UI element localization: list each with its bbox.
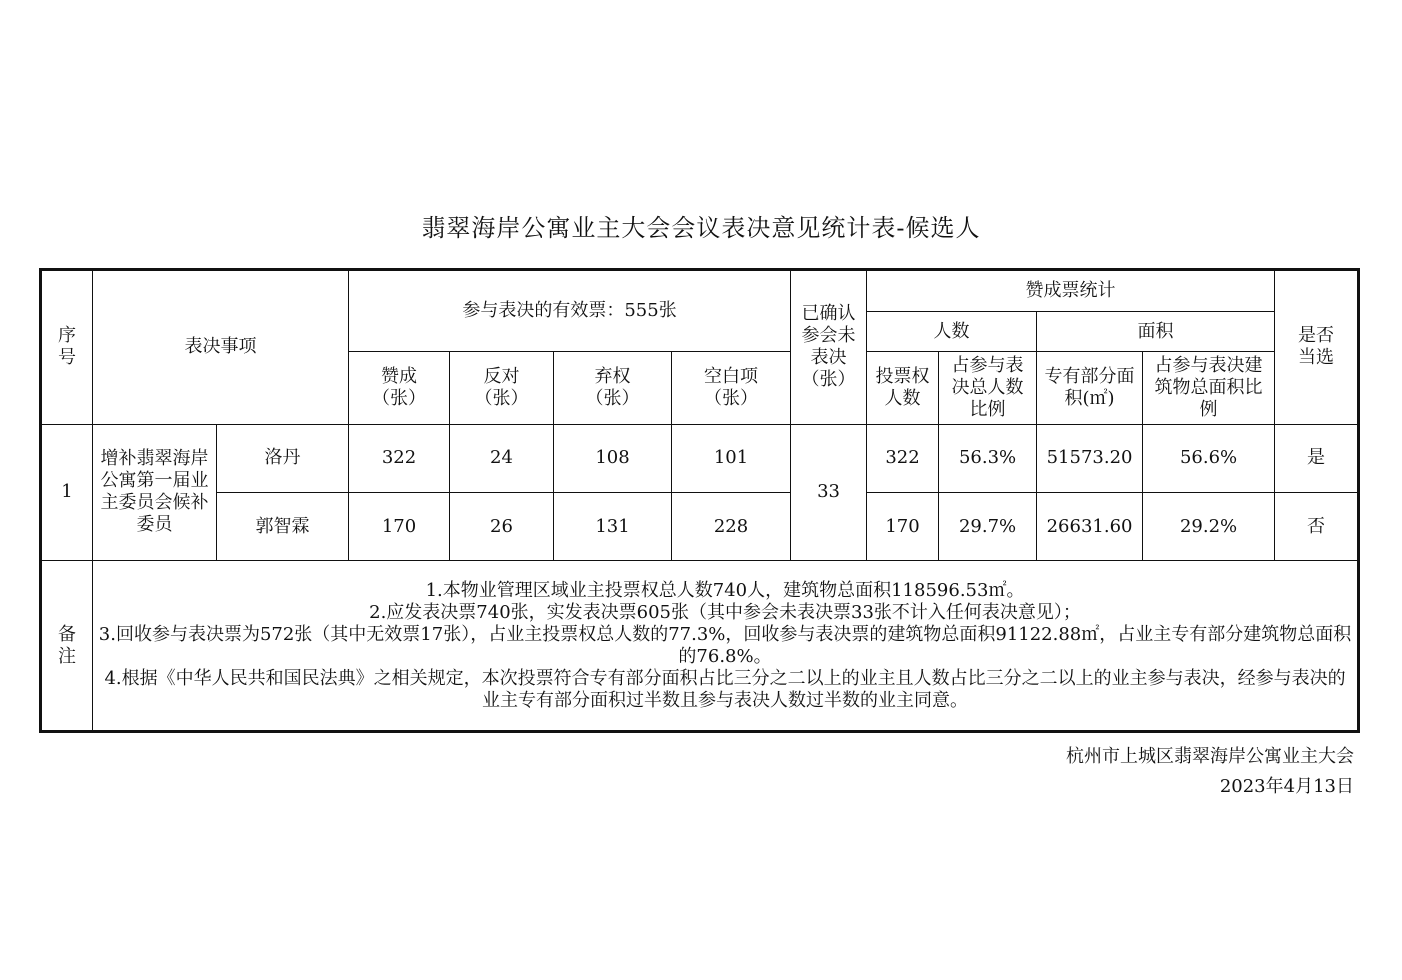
candidate-name: 郭智霖 [217,492,349,560]
blank-count: 228 [672,492,791,560]
footer-organization: 杭州市上城区翡翠海岸公寓业主大会 [1066,746,1354,767]
vote-rights-count: 322 [867,424,939,492]
people-ratio: 56.3% [939,424,1037,492]
table-row [41,492,1359,560]
people-ratio: 29.7% [939,492,1037,560]
note-item: 1.本物业管理区域业主投票权总人数740人，建筑物总面积118596.53㎡。 [425,579,1025,601]
row-seq: 1 [41,424,93,561]
header-vote-rights: 投票权人数 [867,352,939,424]
area-ratio: 29.2% [1143,492,1275,560]
oppose-count: 26 [450,492,554,560]
vote-statistics-table [39,268,1360,733]
page-title: 翡翠海岸公寓业主大会会议表决意见统计表-候选人 [421,214,981,242]
header-area-ratio: 占参与表决建筑物总面积比例 [1143,352,1275,424]
elected-status: 是 [1275,424,1359,492]
abstain-count: 131 [554,492,672,560]
note-item: 3.回收参与表决票为572张（其中无效票17张），占业主投票权总人数的77.3%，回收参与表决票的建筑物总面积91122.88㎡，占业主专有部分建筑物总面积的76.8%。 [98,623,1352,667]
matter-text: 增补翡翠海岸公寓第一届业主委员会候补委员 [93,424,217,561]
header-approve-stats: 赞成票统计 [867,270,1275,312]
area-ratio: 56.6% [1143,424,1275,492]
header-people-ratio: 占参与表决总人数比例 [939,352,1037,424]
header-oppose: 反对（张） [450,352,554,424]
exclusive-area: 26631.60 [1037,492,1143,560]
header-valid-votes: 参与表决的有效票：555张 [349,270,791,352]
exclusive-area: 51573.20 [1037,424,1143,492]
header-seq: 序号 [41,270,93,425]
header-blank: 空白项（张） [672,352,791,424]
confirmed-attend-value: 33 [791,424,867,561]
header-exclusive-area: 专有部分面积(㎡) [1037,352,1143,424]
approve-count: 170 [349,492,450,560]
candidate-name: 洛丹 [217,424,349,492]
footer-date: 2023年4月13日 [1219,776,1354,797]
header-abstain: 弃权（张） [554,352,672,424]
abstain-count: 108 [554,424,672,492]
note-item: 4.根据《中华人民共和国民法典》之相关规定，本次投票符合专有部分面积占比三分之二以上的业主且人数占比三分之二以上的业主参与表决，经参与表决的业主专有部分面积过半数且参与表决人数过半数的业主同意。 [104,667,1346,711]
table-row [41,424,1359,492]
notes-content [93,561,1359,732]
header-area: 面积 [1037,312,1275,352]
header-matter: 表决事项 [93,270,349,425]
header-elected: 是否当选 [1275,270,1359,425]
blank-count: 101 [672,424,791,492]
approve-count: 322 [349,424,450,492]
header-approve: 赞成（张） [349,352,450,424]
oppose-count: 24 [450,424,554,492]
note-item: 2.应发表决票740张，实发表决票605张（其中参会未表决票33张不计入任何表决意见）； [369,601,1081,623]
header-people: 人数 [867,312,1037,352]
notes-label: 备注 [41,561,93,732]
elected-status: 否 [1275,492,1359,560]
header-confirmed-attend: 已确认参会未表决（张） [791,270,867,425]
vote-rights-count: 170 [867,492,939,560]
